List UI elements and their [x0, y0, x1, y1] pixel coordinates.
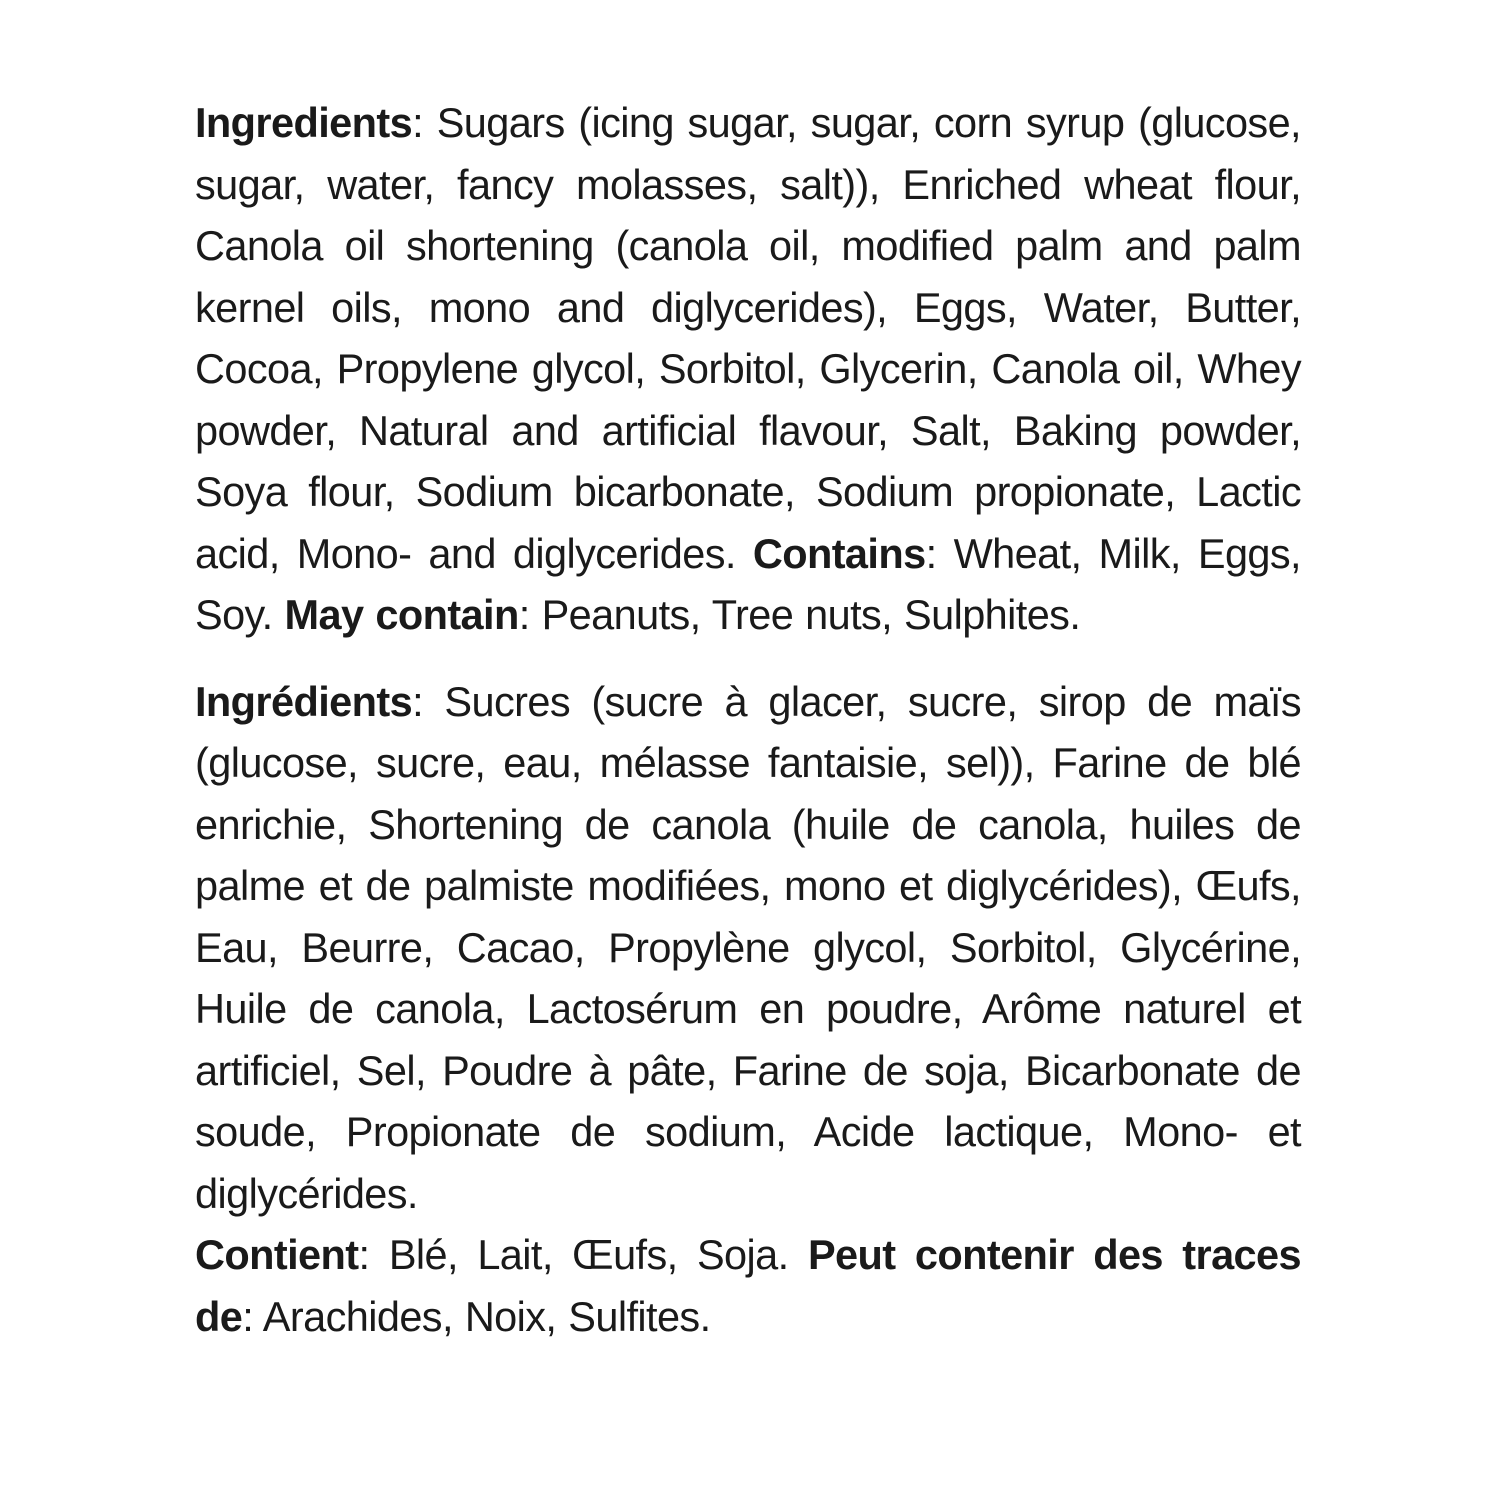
- french-contains-heading: Contient: [195, 1231, 359, 1278]
- english-may-contain-colon: :: [518, 591, 530, 638]
- english-ingredients-list: Sugars (icing sugar, sugar, corn syrup (glucose, sugar, water, fancy molasses, salt)), Enriched wheat flour, Canola oil shortening (canola oil, modified palm and palm kernel oils, mono and diglycerides), Eggs, Water, Butter, Cocoa, Propylene glycol, Sorbitol, Glycerin, Canola oil, Whey powder, Natural and artificial flavour, Salt, Baking powder, Soya flour, Sodium bicarbonate, Sodium propionate, Lactic acid, Mono- and diglycerides.: [195, 99, 1301, 577]
- french-may-contain-list: Arachides, Noix, Sulfites.: [253, 1292, 711, 1340]
- english-ingredients-heading: Ingredients: [195, 99, 413, 146]
- french-ingredients-list: Sucres (sucre à glacer, sucre, sirop de maïs (glucose, sucre, eau, mélasse fantaisie, sel)), Farine de blé enrichie, Shortening de canola (huile de canola, huiles de palme et de palmiste modifiées, mono et diglycérides), Œufs, Eau, Beurre, Cacao, Propylène glycol, Sorbitol, Glycérine, Huile de canola, Lactosérum en poudre, Arôme naturel et artificiel, Sel, Poudre à pâte, Farine de soja, Bicarbonate de soude, Propionate de sodium, Acide lactique, Mono- et diglycérides.: [195, 677, 1301, 1217]
- french-ingredients-heading: Ingrédients: [195, 677, 413, 725]
- english-contains-colon: :: [925, 529, 937, 577]
- english-ingredients-colon: :: [412, 99, 424, 146]
- english-contains-heading: Contains: [752, 529, 926, 577]
- french-ingredients-paragraph: [195, 671, 1301, 1225]
- french-ingredients-colon: :: [412, 677, 424, 725]
- french-allergens-paragraph: [195, 1224, 1301, 1347]
- english-may-contain-heading: May contain: [284, 591, 519, 638]
- french-may-contain-colon: :: [242, 1292, 254, 1340]
- english-may-contain-list: Peanuts, Tree nuts, Sulphites.: [529, 591, 1081, 638]
- french-contains-list: Blé, Lait, Œufs, Soja.: [369, 1231, 808, 1278]
- english-ingredients-paragraph: [195, 92, 1301, 646]
- ingredient-label-panel: [195, 92, 1301, 1347]
- english-contains-list: Wheat, Milk, Eggs, Soy.: [195, 529, 1301, 638]
- french-contains-colon: :: [358, 1231, 370, 1278]
- french-may-contain-heading: Peut contenir des traces de: [195, 1231, 1301, 1340]
